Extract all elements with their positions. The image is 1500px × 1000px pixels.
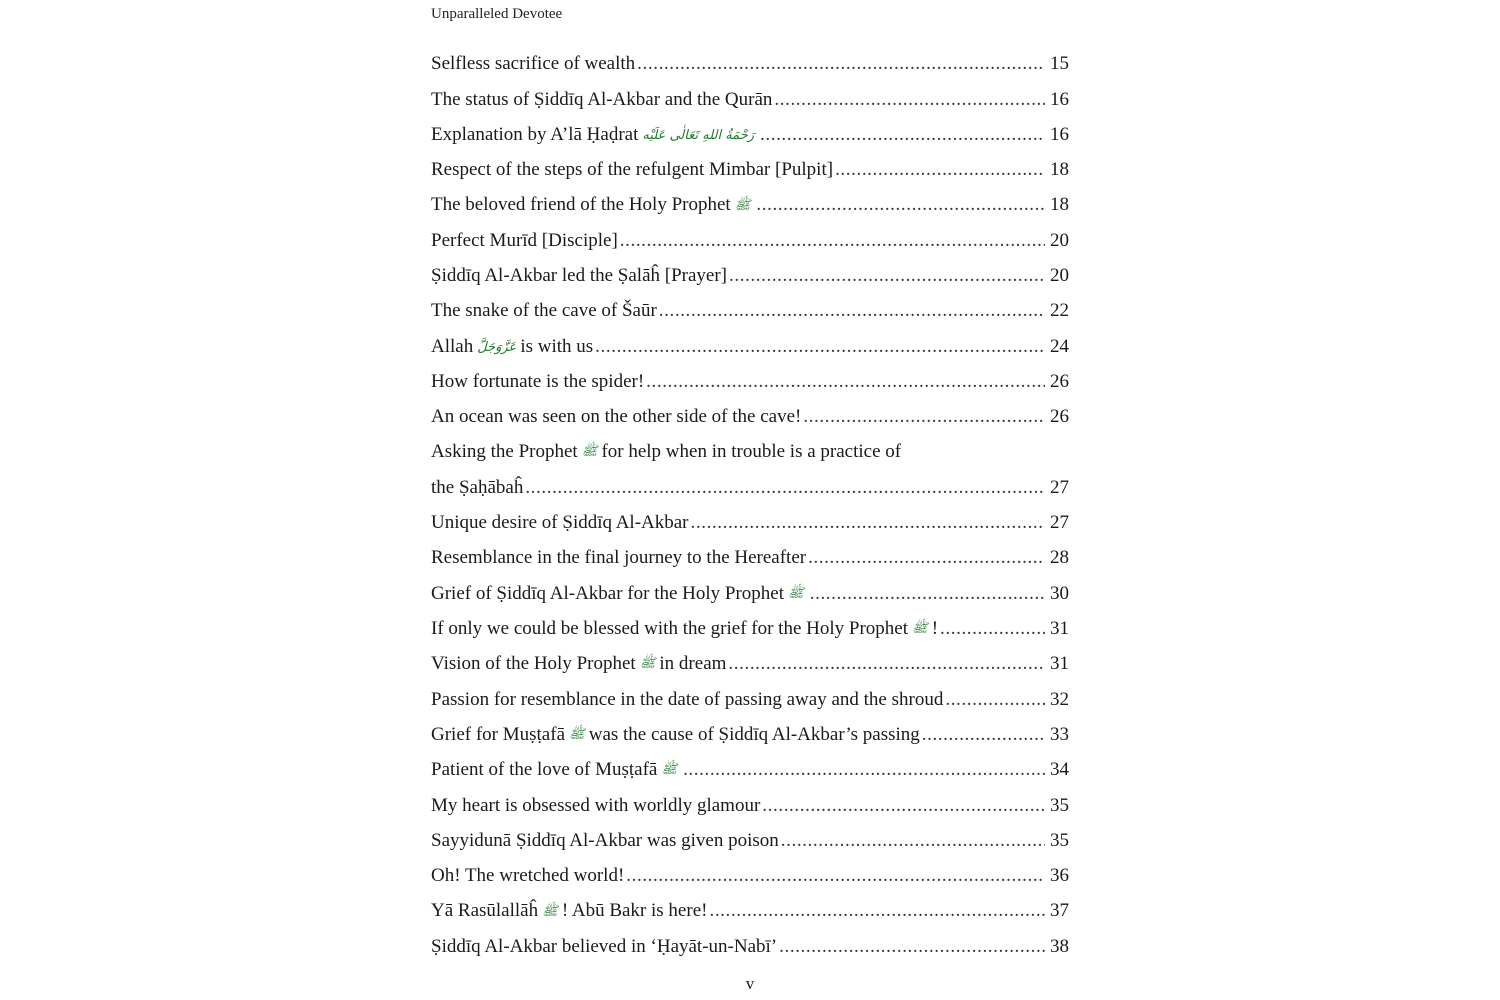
toc-entry[interactable] — [431, 329, 1069, 364]
toc-entry-title — [431, 512, 689, 534]
honorific-glyph: ﷺ — [569, 727, 585, 743]
toc-entry-title-text: Perfect Murīd [Disciple] — [431, 229, 618, 251]
toc-entry-title-text: ! — [931, 618, 939, 640]
toc-entry-title-text: Grief for Muṣṭafā — [431, 723, 566, 745]
toc-entry-title-text: in dream — [659, 653, 727, 675]
dot-leader — [756, 194, 1045, 216]
toc-entry-line — [431, 900, 1069, 922]
toc-entry-line — [431, 936, 1069, 958]
toc-entry-title-text: was the cause of Ṣiddīq Al-Akbar’s passing — [588, 723, 920, 745]
dot-leader — [808, 547, 1045, 569]
toc-entry[interactable] — [431, 929, 1069, 964]
toc-entry-page: 26 — [1050, 406, 1069, 428]
toc-entry-line — [431, 583, 1069, 605]
toc-entry-title — [431, 547, 806, 569]
toc-entry-title — [431, 441, 901, 463]
dot-leader — [626, 865, 1045, 887]
toc-entry-page: 16 — [1050, 123, 1069, 145]
dot-leader — [779, 936, 1045, 958]
toc-entry-page: 32 — [1050, 688, 1069, 710]
toc-entry-page: 18 — [1050, 194, 1069, 216]
toc-entry-page: 20 — [1050, 229, 1069, 251]
toc-entry-page: 38 — [1050, 935, 1069, 957]
honorific-glyph: ﷺ — [581, 444, 598, 460]
toc-entry-page: 27 — [1050, 476, 1069, 498]
dot-leader — [728, 653, 1045, 675]
honorific-glyph: ﷺ — [661, 762, 678, 778]
dot-leader — [595, 336, 1045, 358]
toc-entry-page: 18 — [1050, 159, 1069, 181]
toc-entry-title-text: Vision of the Holy Prophet — [431, 653, 636, 675]
dot-leader — [646, 371, 1045, 393]
toc-entry-title — [431, 724, 920, 746]
toc-entry-title — [431, 759, 681, 781]
toc-entry-line — [431, 300, 1069, 322]
dot-leader — [729, 265, 1045, 287]
toc-entry-line — [431, 159, 1069, 181]
toc-entry-page: 22 — [1050, 300, 1069, 322]
dot-leader — [774, 89, 1045, 111]
toc-entry-line — [431, 371, 1069, 393]
toc-entry-page: 36 — [1050, 865, 1069, 887]
toc-entry-title-text: is with us — [520, 335, 594, 357]
toc-entry-line — [431, 795, 1069, 817]
dot-leader — [835, 159, 1045, 181]
dot-leader — [803, 406, 1045, 428]
honorific-glyph: ﷺ — [734, 197, 751, 213]
toc-entry-title — [431, 194, 754, 216]
toc-entry[interactable] — [431, 824, 1069, 859]
toc-entry-title-text: If only we could be blessed with the grief for the Holy Prophet — [431, 618, 908, 640]
dot-leader — [781, 830, 1045, 852]
toc-entry-title-text: An ocean was seen on the other side of the cave! — [431, 406, 802, 428]
toc-entry[interactable] — [431, 82, 1069, 117]
toc-entry[interactable] — [431, 576, 1069, 611]
toc-entry-line — [431, 759, 1069, 781]
toc-entry-page: 35 — [1050, 794, 1069, 816]
dot-leader — [810, 583, 1045, 605]
toc-entry-title-text: The status of Ṣiddīq Al-Akbar and the Qurān — [431, 88, 773, 110]
toc-entry-page: 31 — [1050, 653, 1069, 675]
toc-entry-title-text: the Ṣaḥābaĥ — [431, 476, 524, 498]
toc-entry-page: 33 — [1050, 723, 1069, 745]
toc-entry-title-text: Resemblance in the final journey to the Hereafter — [431, 547, 807, 569]
toc-entry-title — [431, 124, 758, 146]
toc-entry[interactable] — [431, 506, 1069, 541]
toc-entry-line — [431, 53, 1069, 75]
toc-entry[interactable] — [431, 365, 1069, 400]
dot-leader — [922, 724, 1045, 746]
honorific-glyph: ﷺ — [639, 656, 656, 672]
toc-entry-title-text: Oh! The wretched world! — [431, 865, 625, 887]
toc-entry-title-text: Ṣiddīq Al-Akbar led the Ṣalāĥ [Prayer] — [431, 265, 728, 287]
dot-leader — [762, 795, 1045, 817]
toc-entry[interactable] — [431, 718, 1069, 753]
toc-entry-title — [431, 159, 833, 181]
dot-leader — [525, 477, 1045, 499]
toc-entry-line — [431, 618, 1069, 640]
toc-entry-title — [431, 300, 657, 322]
toc-entry-title-text: Grief of Ṣiddīq Al-Akbar for the Holy Prophet — [431, 582, 785, 604]
toc-entry-title-text: How fortunate is the spider! — [431, 370, 645, 392]
toc-entry[interactable] — [431, 682, 1069, 717]
toc-entry-title — [431, 653, 726, 675]
toc-entry[interactable] — [431, 788, 1069, 823]
toc-entry-line — [431, 336, 1069, 358]
toc-entry[interactable] — [431, 153, 1069, 188]
dot-leader — [709, 900, 1045, 922]
toc-entry-page: 35 — [1050, 829, 1069, 851]
toc-entry-title-text: ! Abū Bakr is here! — [561, 900, 708, 922]
toc-entry-title — [431, 689, 943, 711]
toc-entry-title-text: for help when in trouble is a practice of — [601, 441, 902, 463]
toc-entry-line — [431, 547, 1069, 569]
toc-entry-line — [431, 230, 1069, 252]
honorific-glyph: رَحْمَةُ اللهِ تَعَالٰی عَلَیْه — [642, 128, 755, 144]
toc-entry-title-text: Unique desire of Ṣiddīq Al-Akbar — [431, 512, 689, 534]
toc-entry-title-text: The beloved friend of the Holy Prophet — [431, 194, 731, 216]
toc-entry-title — [431, 53, 635, 75]
toc-entry-title — [431, 583, 808, 605]
toc-entry-page: 24 — [1050, 335, 1069, 357]
running-header: Unparalleled Devotee — [431, 6, 563, 22]
toc-entry-line — [431, 124, 1069, 146]
toc-entry-line — [431, 89, 1069, 111]
dot-leader — [620, 230, 1045, 252]
toc-entry-page: 28 — [1050, 547, 1069, 569]
toc-entry[interactable] — [431, 118, 1069, 153]
toc-entry[interactable] — [431, 435, 1069, 506]
toc-entry-title — [431, 830, 779, 852]
toc-entry-title-text: Selfless sacrifice of wealth — [431, 53, 636, 75]
toc-entry-title-text: Passion for resemblance in the date of passing away and the shroud — [431, 688, 944, 710]
toc-entry-line — [431, 512, 1069, 534]
dot-leader — [683, 759, 1045, 781]
toc-entry-line — [431, 724, 1069, 746]
toc-entry-title-text: Respect of the steps of the refulgent Mimbar [Pulpit] — [431, 159, 834, 181]
toc-entry[interactable] — [431, 188, 1069, 223]
toc-entry-title — [431, 936, 777, 958]
toc-entry[interactable] — [431, 541, 1069, 576]
toc-entry-title — [431, 795, 760, 817]
toc-entry-line — [431, 653, 1069, 675]
toc-entry[interactable] — [431, 647, 1069, 682]
toc-entry-line — [431, 265, 1069, 287]
toc-entry-title-text: Ṣiddīq Al-Akbar believed in ‘Ḥayāt-un-Nabī’ — [431, 935, 778, 957]
toc-entry-line — [431, 865, 1069, 887]
toc-entry-title-text: Yā Rasūlallāĥ — [431, 900, 539, 922]
toc-entry-page: 26 — [1050, 370, 1069, 392]
toc-entry[interactable] — [431, 400, 1069, 435]
toc-entry-line — [431, 689, 1069, 711]
toc-entry[interactable] — [431, 47, 1069, 82]
honorific-glyph: عَزَّوَجَلَّ — [477, 339, 517, 355]
toc-entry-page: 37 — [1050, 900, 1069, 922]
honorific-glyph: ﷺ — [542, 903, 558, 919]
honorific-glyph: ﷺ — [788, 585, 804, 601]
toc-entry-title — [431, 89, 772, 111]
page-number: v — [745, 974, 755, 993]
toc-entry-title-text: Explanation by A’lā Ḥaḍrat — [431, 123, 639, 145]
toc-entry-title — [431, 618, 938, 640]
toc-entry-title — [431, 406, 801, 428]
toc-entry-title — [431, 265, 727, 287]
dot-leader — [945, 689, 1045, 711]
toc-entry-title — [431, 900, 707, 922]
toc-entry-page: 30 — [1050, 582, 1069, 604]
toc-entry-title-text: Asking the Prophet — [431, 441, 578, 463]
dot-leader — [940, 618, 1045, 640]
toc-entry-page: 31 — [1050, 618, 1069, 640]
toc-entry-title-text: The snake of the cave of Šaūr — [431, 300, 657, 322]
toc-entry[interactable] — [431, 859, 1069, 894]
toc-entry-page: 34 — [1050, 759, 1069, 781]
toc-entry-line — [431, 406, 1069, 428]
toc-entry-line — [431, 477, 1069, 499]
honorific-glyph: ﷺ — [912, 621, 928, 637]
toc-entry[interactable] — [431, 612, 1069, 647]
toc-entry[interactable] — [431, 753, 1069, 788]
dot-leader — [637, 53, 1045, 75]
toc-entry-line — [431, 194, 1069, 216]
toc-entry-line — [431, 830, 1069, 852]
dot-leader — [760, 124, 1045, 146]
toc-entry[interactable] — [431, 223, 1069, 258]
toc-entry-title-text: Allah — [431, 335, 474, 357]
toc-entry-page: 27 — [1050, 512, 1069, 534]
toc-entry-title — [431, 230, 618, 252]
toc-entry-title-text: My heart is obsessed with worldly glamour — [431, 794, 761, 816]
toc-entry-page: 15 — [1050, 53, 1069, 75]
toc-entry-page: 16 — [1050, 88, 1069, 110]
toc-entry[interactable] — [431, 894, 1069, 929]
toc-entry-line — [431, 441, 1069, 463]
toc-entry-title-text: Patient of the love of Muṣṭafā — [431, 759, 658, 781]
table-of-contents — [431, 47, 1069, 965]
toc-entry[interactable] — [431, 259, 1069, 294]
dot-leader — [659, 300, 1045, 322]
toc-entry-title — [431, 865, 624, 887]
dot-leader — [691, 512, 1045, 534]
toc-entry-title — [431, 371, 644, 393]
toc-entry-title-text: Sayyidunā Ṣiddīq Al-Akbar was given poison — [431, 829, 779, 851]
toc-entry[interactable] — [431, 294, 1069, 329]
toc-entry-title — [431, 336, 593, 358]
toc-entry-page: 20 — [1050, 265, 1069, 287]
